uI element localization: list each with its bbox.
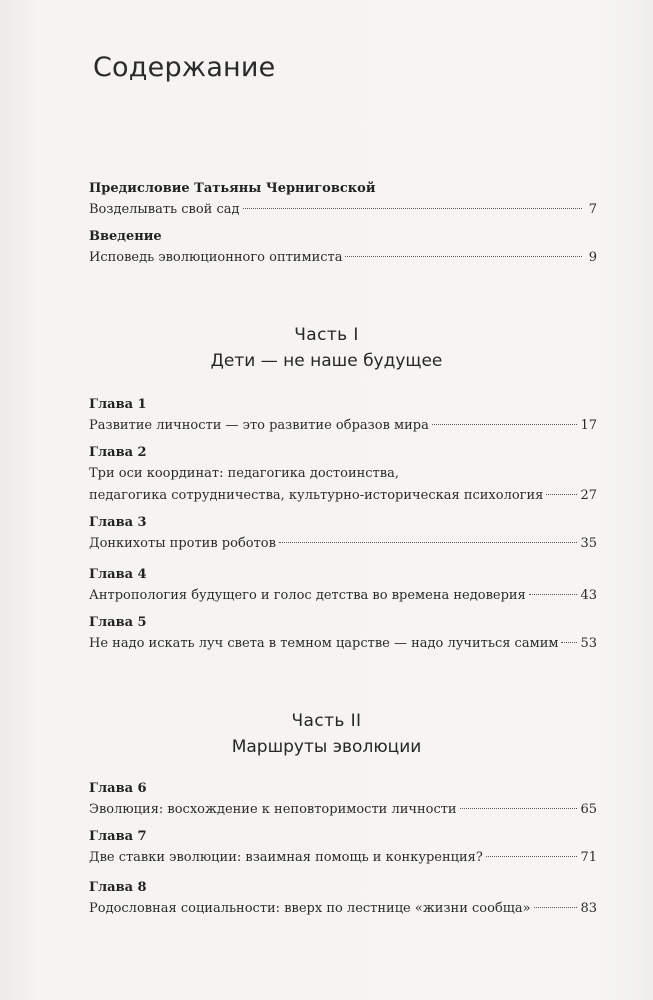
page-number: 65: [580, 802, 597, 817]
entry-label: Глава 7: [89, 829, 147, 844]
dot-leader: [529, 594, 578, 595]
entry-line: [89, 485, 597, 507]
page-number: 7: [588, 202, 597, 217]
dot-leader: [534, 907, 578, 908]
entry-text: Исповедь эволюционного оптимиста: [89, 250, 343, 265]
part-2-heading: [0, 711, 653, 757]
dot-leader: [279, 542, 578, 543]
entry-line: [89, 585, 597, 607]
entry-line: [89, 633, 597, 655]
entry-text: Родословная социальности: вверх по лестнице «жизни сообща»: [89, 901, 531, 916]
entry-line: [89, 898, 597, 920]
page-title: Содержание: [93, 52, 276, 83]
entry-label: Глава 3: [89, 515, 147, 530]
toc-entry-chapter-3: [89, 512, 597, 555]
dot-leader: [486, 856, 578, 857]
part-label: Часть I: [294, 325, 359, 345]
entry-text: Не надо искать луч света в темном царстве — надо лучиться самим: [89, 636, 559, 651]
toc-entry-chapter-1: [89, 394, 597, 437]
page-number: 71: [580, 850, 597, 865]
dot-leader: [546, 494, 577, 495]
entry-text: Антропология будущего и голос детства во времена недоверия: [89, 588, 526, 603]
toc-entry-foreword: [89, 178, 597, 221]
entry-label: Глава 1: [89, 397, 147, 412]
page-number: 9: [588, 250, 597, 265]
entry-text: педагогика сотрудничества, культурно-историческая психология: [89, 488, 544, 503]
dot-leader: [561, 642, 577, 643]
toc-entry-chapter-5: [89, 612, 597, 655]
entry-label: Глава 2: [89, 445, 147, 460]
page-number: 53: [580, 636, 597, 651]
toc-entry-intro: [89, 226, 597, 269]
entry-line: [89, 247, 597, 269]
entry-line: [89, 799, 597, 821]
part-1-heading: [0, 325, 653, 371]
page-number: 83: [580, 901, 597, 916]
toc-entry-chapter-8: [89, 877, 597, 920]
dot-leader: [243, 208, 582, 209]
entry-text: Возделывать свой сад: [89, 202, 240, 217]
entry-text: Развитие личности — это развитие образов мира: [89, 418, 429, 433]
entry-text: Донкихоты против роботов: [89, 536, 276, 551]
entry-line: [89, 199, 597, 221]
dot-leader: [460, 808, 578, 809]
page-number: 27: [580, 488, 597, 503]
entry-label: Глава 8: [89, 880, 147, 895]
page-number: 35: [580, 536, 597, 551]
page-number: 17: [580, 418, 597, 433]
part-subtitle: Маршруты эволюции: [231, 737, 422, 757]
entry-line: [89, 415, 597, 437]
entry-text: Эволюция: восхождение к неповторимости личности: [89, 802, 457, 817]
page-number: 43: [580, 588, 597, 603]
entry-label: Глава 6: [89, 781, 147, 796]
dot-leader: [432, 424, 578, 425]
toc-entry-chapter-7: [89, 826, 597, 869]
entry-label: Предисловие Татьяны Черниговской: [89, 181, 376, 196]
part-subtitle: Дети — не наше будущее: [210, 351, 443, 371]
entry-label: Глава 5: [89, 615, 147, 630]
entry-label: Глава 4: [89, 567, 147, 582]
dot-leader: [345, 256, 582, 257]
toc-entry-chapter-2: [89, 442, 597, 507]
entry-label: Введение: [89, 229, 162, 244]
entry-text-line-1: Три оси координат: педагогика достоинства,: [89, 466, 399, 481]
entry-line: [89, 533, 597, 555]
toc-entry-chapter-6: [89, 778, 597, 821]
entry-line: [89, 847, 597, 869]
entry-text: Две ставки эволюции: взаимная помощь и конкуренция?: [89, 850, 483, 865]
toc-entry-chapter-4: [89, 564, 597, 607]
part-label: Часть II: [291, 711, 362, 731]
